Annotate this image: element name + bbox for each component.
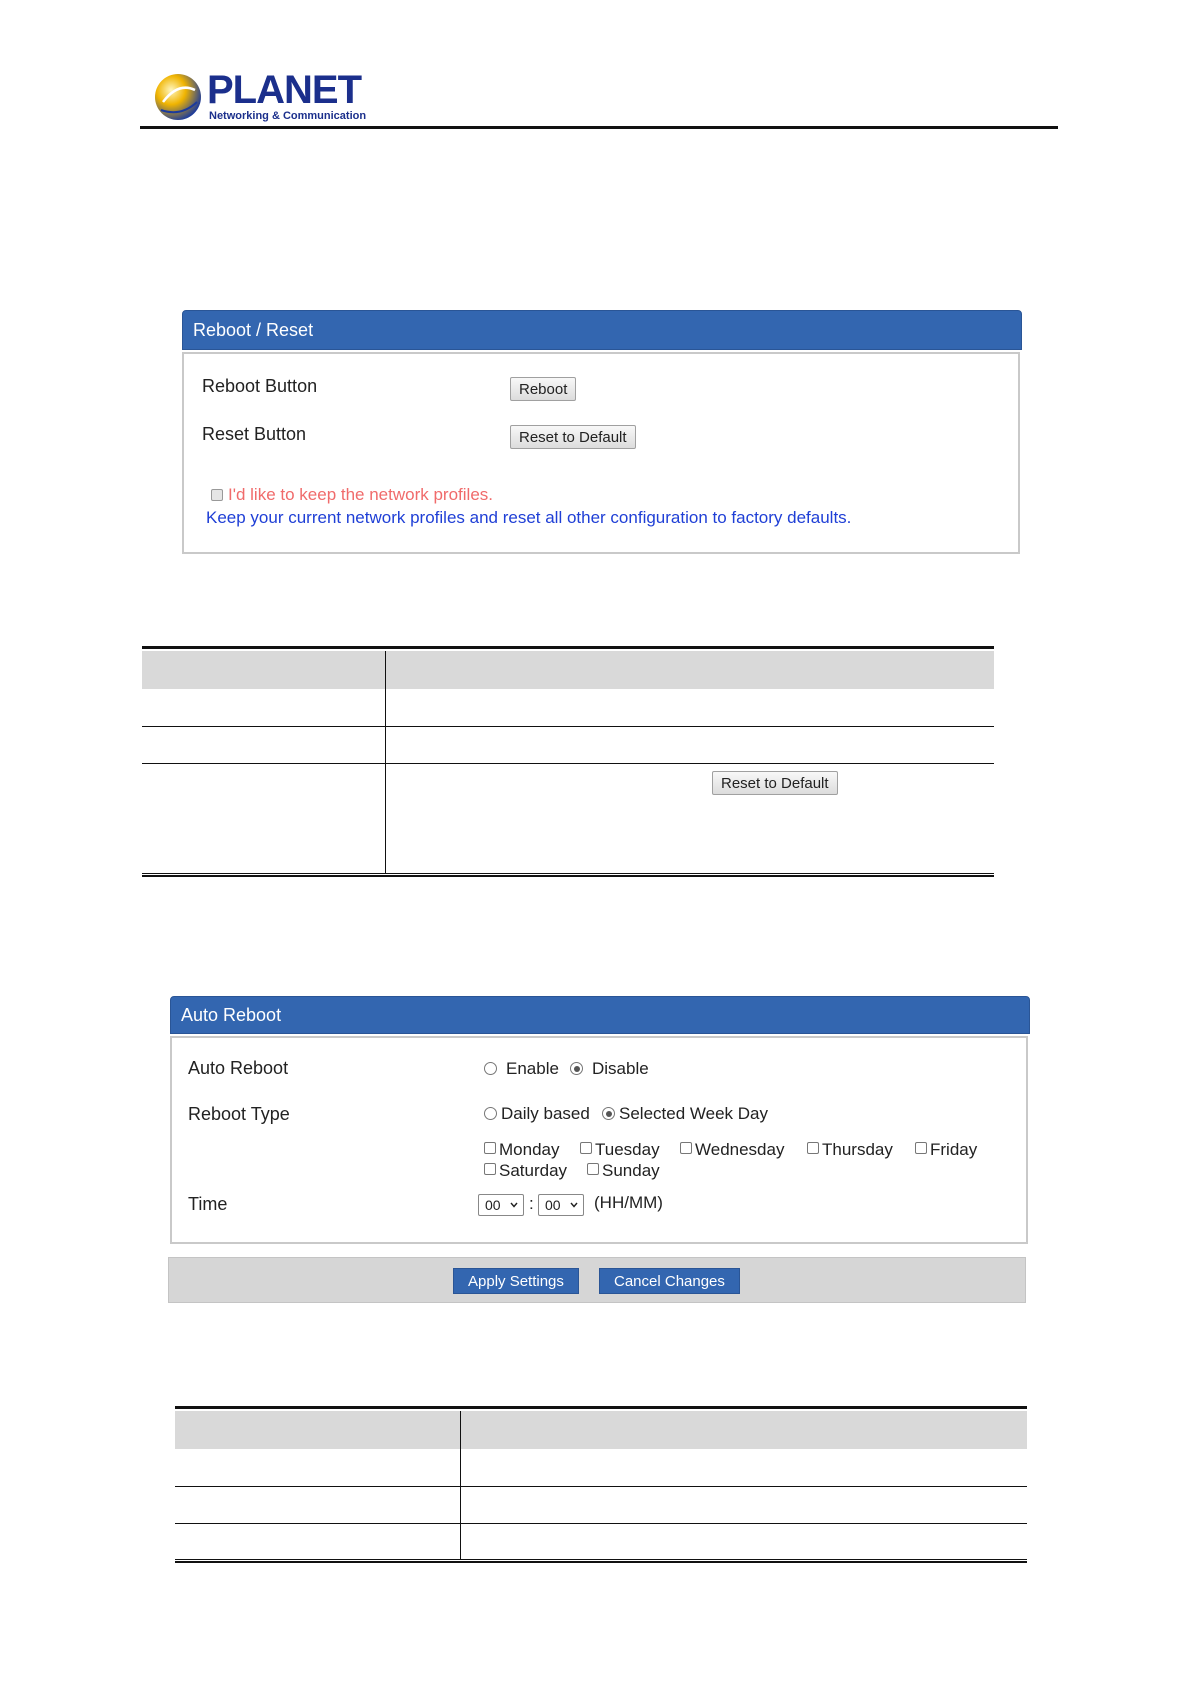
friday-checkbox[interactable] [915, 1142, 927, 1154]
table-row [175, 1486, 1027, 1487]
action-button-bar [168, 1257, 1026, 1303]
header-divider [140, 126, 1058, 129]
selected-week-day-label: Selected Week Day [619, 1104, 768, 1123]
chevron-down-icon [510, 1201, 518, 1209]
keep-profiles-checkbox[interactable] [211, 489, 223, 501]
disable-label: Disable [592, 1059, 649, 1078]
planet-logo [153, 68, 367, 126]
wednesday-label: Wednesday [695, 1140, 785, 1159]
monday-label: Monday [499, 1140, 560, 1159]
reboot-type-label: Reboot Type [188, 1104, 290, 1124]
time-format-hint: (HH/MM) [594, 1193, 663, 1212]
time-separator: : [529, 1194, 534, 1213]
auto-reboot-label: Auto Reboot [188, 1058, 289, 1078]
reboot-button[interactable]: Reboot [510, 377, 576, 401]
wednesday-checkbox[interactable] [680, 1142, 692, 1154]
globe-icon [153, 72, 203, 122]
sunday-checkbox[interactable] [587, 1163, 599, 1175]
table-column-divider [385, 651, 386, 874]
cancel-changes-button[interactable]: Cancel Changes [599, 1268, 740, 1294]
table-top-rule [175, 1406, 1027, 1409]
disable-radio[interactable] [570, 1062, 583, 1075]
table-header-row [142, 651, 994, 689]
friday-label: Friday [930, 1140, 978, 1159]
thursday-label: Thursday [822, 1140, 893, 1159]
panel-title: Reboot / Reset [193, 319, 314, 340]
chevron-down-icon [570, 1201, 578, 1209]
enable-radio[interactable] [484, 1062, 497, 1075]
table-bottom-rule [142, 873, 994, 877]
minute-value: 00 [545, 1197, 561, 1213]
auto-reboot-object-table [175, 1406, 1027, 1566]
reboot-reset-panel [182, 352, 1020, 554]
brand-tagline: Networking & Communication [209, 110, 367, 122]
table-header-row [175, 1411, 1027, 1449]
brand-name: PLANET [207, 68, 361, 112]
saturday-label: Saturday [499, 1161, 568, 1180]
selected-week-day-radio[interactable] [602, 1107, 615, 1120]
reset-button-label: Reset Button [202, 424, 307, 444]
enable-label: Enable [506, 1059, 559, 1078]
tuesday-checkbox[interactable] [580, 1142, 592, 1154]
reboot-object-table [142, 646, 994, 880]
table-row [175, 1523, 1027, 1524]
minute-select[interactable] [538, 1194, 584, 1216]
table-bottom-rule [175, 1559, 1027, 1563]
auto-reboot-panel [170, 1036, 1028, 1244]
reset-to-default-button[interactable]: Reset to Default [510, 425, 636, 449]
table-column-divider [460, 1411, 461, 1560]
table-reset-to-default-button: Reset to Default [712, 771, 838, 795]
saturday-checkbox[interactable] [484, 1163, 496, 1175]
sunday-label: Sunday [602, 1161, 660, 1180]
hour-select[interactable] [478, 1194, 524, 1216]
keep-profiles-note: Keep your current network profiles and reset all other configuration to factory defaults. [206, 508, 852, 527]
hour-value: 00 [485, 1197, 501, 1213]
apply-settings-button[interactable]: Apply Settings [453, 1268, 579, 1294]
table-row [142, 726, 994, 727]
panel-title: Auto Reboot [181, 1004, 282, 1025]
reboot-button-label: Reboot Button [202, 376, 318, 396]
thursday-checkbox[interactable] [807, 1142, 819, 1154]
auto-reboot-panel-header [170, 996, 1030, 1034]
table-top-rule [142, 646, 994, 649]
table-row [142, 763, 994, 764]
monday-checkbox[interactable] [484, 1142, 496, 1154]
time-label: Time [188, 1194, 228, 1214]
reboot-reset-panel-header [182, 310, 1022, 350]
keep-profiles-label: I'd like to keep the network profiles. [228, 485, 493, 504]
tuesday-label: Tuesday [595, 1140, 660, 1159]
daily-based-radio[interactable] [484, 1107, 497, 1120]
daily-based-label: Daily based [501, 1104, 590, 1123]
